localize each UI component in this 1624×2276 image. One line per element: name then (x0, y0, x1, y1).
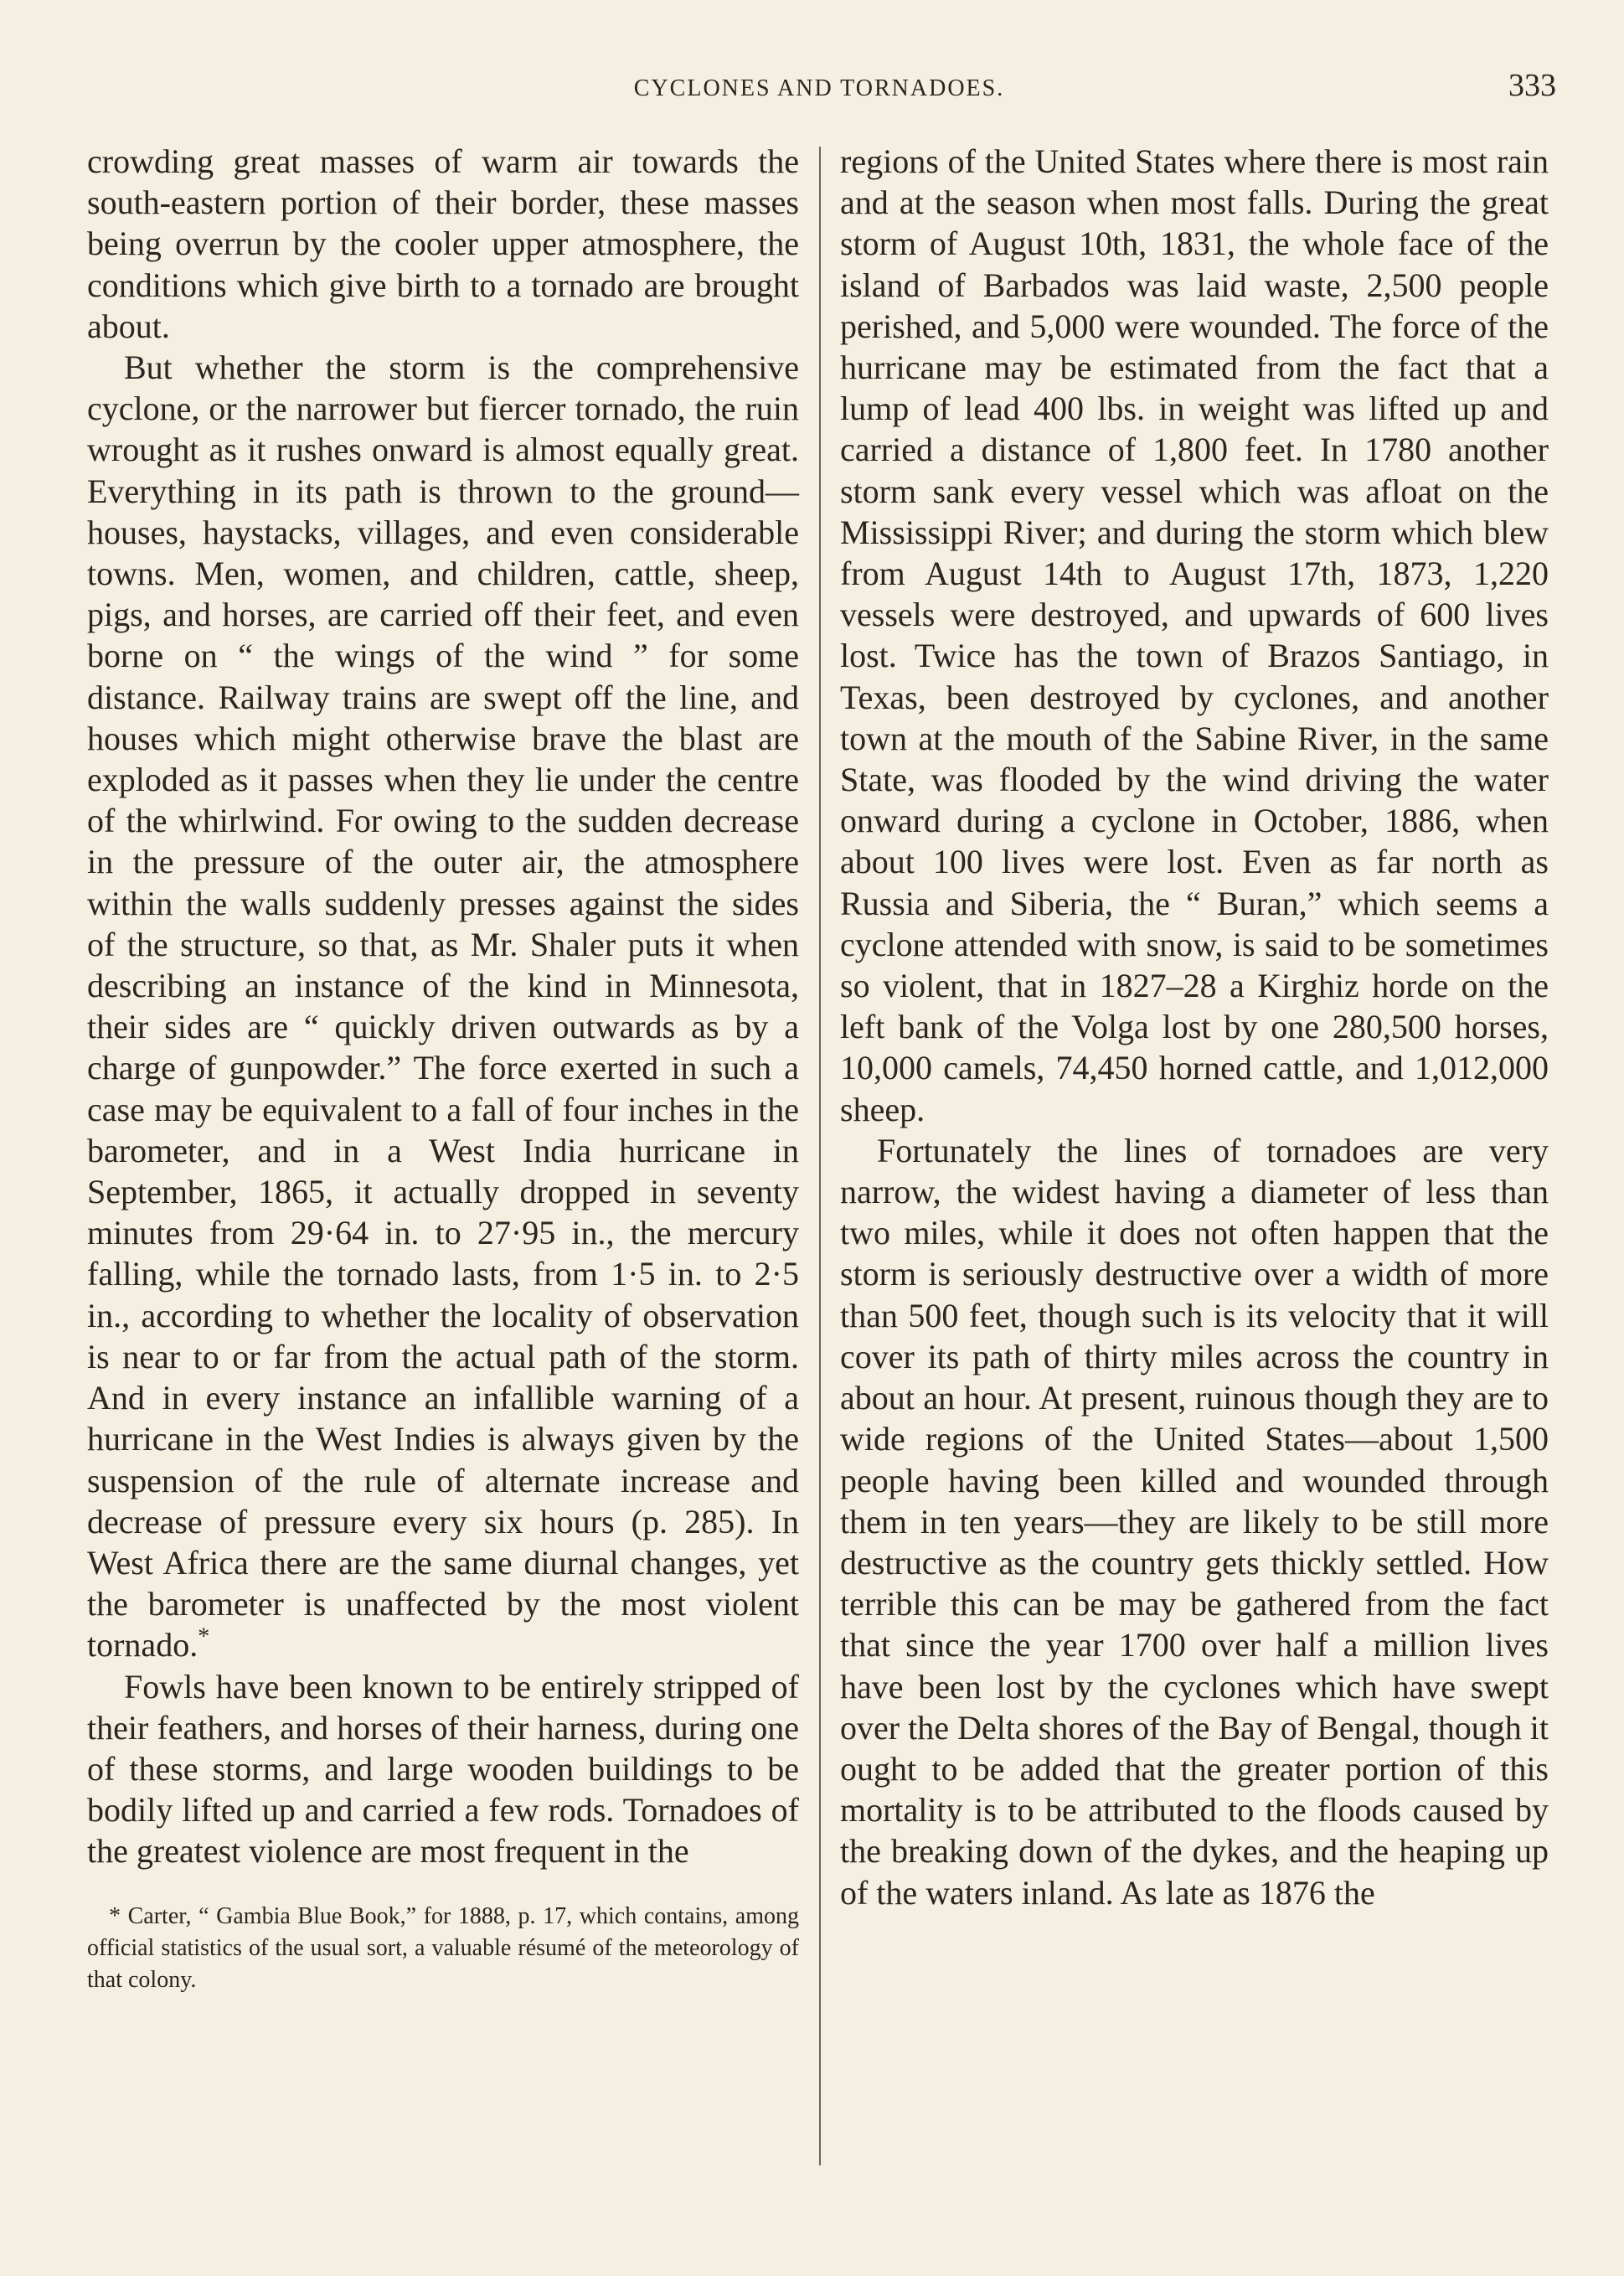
right-paragraph-2: Fortunately the lines of tornadoes are very narrow, the widest having a diameter of less than two miles, while it does not often happen that the storm is seriously destructive over a width of more than 500 feet, though such is its velocity that it will cover its path of thirty miles across the country in about an hour. At present, ruinous though they are to wide regions of the United States—about 1,500 people having been killed and wounded through them in ten years—they are likely to be still more destructive as the country gets thickly settled. How terrible this can be may be gathered from the fact that since the year 1700 over half a million lives have been lost by the cyclones which have swept over the Delta shores of the Bay of Bengal, though it ought to be added that the greater portion of this mortality is to be attributed to the floods caused by the breaking down of the dykes, and the heaping up of the waters inland. As late as 1876 the (840, 1131, 1549, 1912)
footnote-marker: * (198, 1623, 210, 1650)
right-paragraph-1: regions of the United States where there is most rain and at the season when most falls. During the great storm of August 10th, 1831, the whole face of the island of Barbados was laid waste, 2,500 people perished, and 5,000 were wounded. The force of the hurricane may be estimated from the fact that a lump of lead 400 lbs. in weight was lifted up and carried a distance of 1,800 feet. In 1780 another storm sank every vessel which was afloat on the Mississippi River; and during the storm which blew from August 14th to August 17th, 1873, 1,220 vessels were destroyed, and upwards of 600 lives lost. Twice has the town of Brazos Santiago, in Texas, been destroyed by cyclones, and another town at the mouth of the Sabine River, in the same State, was flooded by the wind driving the water onward during a cyclone in October, 1886, when about 100 lives were lost. Even as far north as Russia and Siberia, the “ Buran,” which seems a cyclone attended with snow, is said to be sometimes so violent, that in 1827–28 a Kirghiz horde on the left bank of the Volga lost by one 280,500 horses, 10,000 camels, 74,450 horned cattle, and 1,012,000 sheep. (840, 142, 1549, 1128)
left-column (87, 141, 799, 1996)
footnote: * Carter, “ Gambia Blue Book,” for 1888, p. 17, which contains, among official statistics of the usual sort, a valuable résumé of the meteorology of that colony. (87, 1902, 799, 1993)
left-paragraph-3: Fowls have been known to be entirely stripped of their feathers, and horses of their harness, during one of these storms, and large wooden buildings to be bodily lifted up and carried a few rods. Tornadoes of the greatest violence are most frequent in the (87, 1667, 799, 1871)
page-number: 333 (1508, 68, 1556, 103)
column-divider (819, 147, 821, 2165)
left-paragraph-1: crowding great masses of warm air towards the south-eastern portion of their border, these masses being overrun by the cooler upper atmosphere, the conditions which give birth to a tornado are brought about. (87, 142, 799, 345)
right-column (840, 141, 1549, 1913)
left-paragraph-2 (87, 347, 799, 1666)
left-paragraph-2-text: But whether the storm is the comprehensive cyclone, or the narrower but fiercer tornado, the ruin wrought as it rushes onward is almost equally great. Everything in its path is thrown to the ground—houses, haystacks, villages, and even considerable towns. Men, women, and children, cattle, sheep, pigs, and horses, are carried off their feet, and even borne on “ the wings of the wind ” for some distance. Railway trains are swept off the line, and houses which might otherwise brave the blast are exploded as it passes when they lie under the centre of the whirlwind. For owing to the sudden decrease in the pressure of the outer air, the atmosphere within the walls suddenly presses against the sides of the structure, so that, as Mr. Shaler puts it when describing an instance of the kind in Minnesota, their sides are “ quickly driven outwards as by a charge of gunpowder.” The force exerted in such a case may be equivalent to a fall of four inches in the barometer, and in a West India hurricane in September, 1865, it actually dropped in seventy minutes from 29·64 in. to 27·95 in., the mercury falling, while the tornado lasts, from 1·5 in. to 2·5 in., according to whether the locality of observation is near to or far from the actual path of the storm. And in every instance an infallible warning of a hurricane in the West Indies is always given by the suspension of the rule of alternate increase and decrease of pressure every six hours (p. 285). In West Africa there are the same diurnal changes, yet the barometer is unaffected by the most violent tornado. (87, 348, 799, 1664)
page-header (82, 60, 1556, 111)
running-head: CYCLONES AND TORNADOES. (633, 75, 1005, 101)
